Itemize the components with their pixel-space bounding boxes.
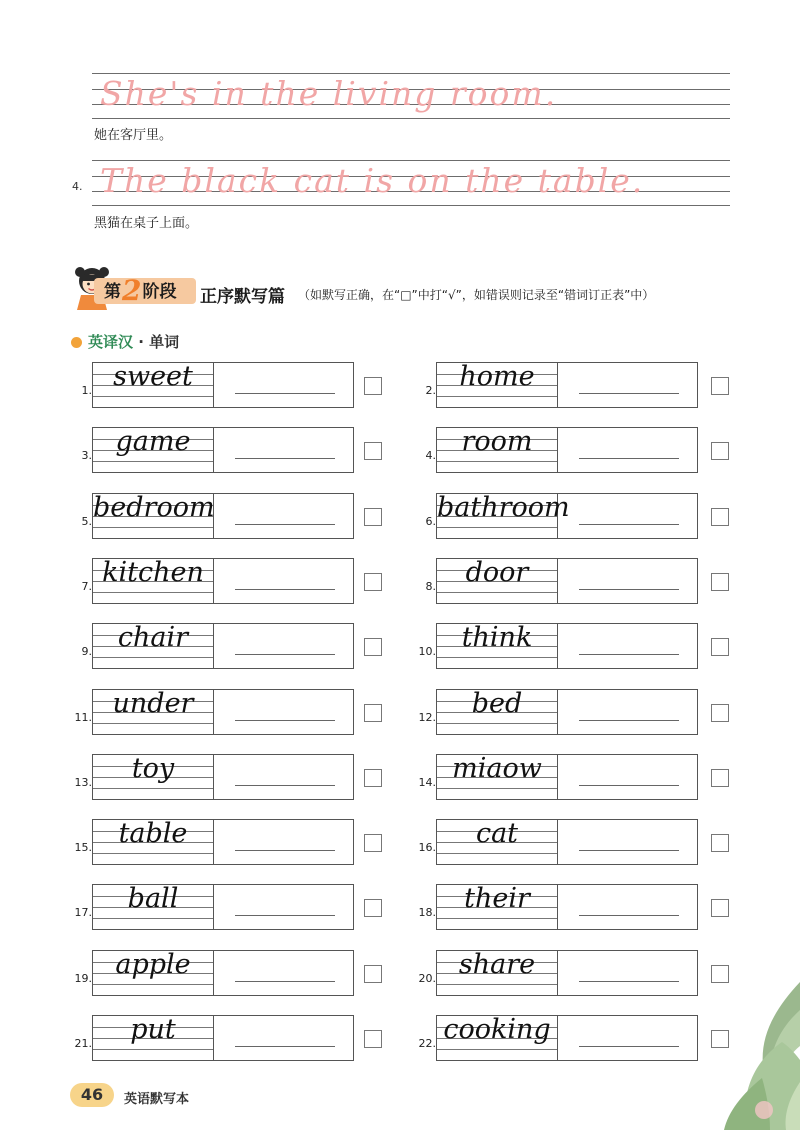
stage-number: 2 [122,274,142,307]
answer-blank[interactable] [579,1046,679,1047]
answer-blank[interactable] [579,393,679,394]
vocab-entry-box [92,493,354,539]
vocab-entry-box [92,362,354,408]
vocab-entry-box [92,819,354,865]
answer-blank[interactable] [579,785,679,786]
stage-prefix: 第 [104,282,121,302]
vocab-number: 19. [74,972,92,985]
check-box[interactable] [711,899,729,917]
answer-blank[interactable] [235,654,335,655]
book-title: 英语默写本 [124,1092,190,1107]
stage-suffix: 阶段 [142,282,177,302]
vocab-entry-box [436,623,698,669]
check-box[interactable] [711,508,729,526]
answer-blank[interactable] [235,850,335,851]
vocab-word: cooking [443,1014,551,1045]
answer-blank[interactable] [235,981,335,982]
section-highlight: 英译汉 [88,333,134,351]
vocab-number: 14. [418,776,436,789]
vocab-entry-box [436,362,698,408]
answer-blank[interactable] [235,524,335,525]
practice-sentence: The black cat is on the table. [100,161,645,200]
check-box[interactable] [364,377,382,395]
answer-blank[interactable] [579,915,679,916]
answer-blank[interactable] [235,915,335,916]
vocab-word: share [458,949,536,980]
vocab-word: table [118,818,188,849]
vocab-entry-box [92,623,354,669]
check-box[interactable] [711,573,729,591]
vocab-word: under [112,688,194,719]
check-box[interactable] [711,704,729,722]
vocab-word: apple [115,949,191,980]
practice-translation: 黑猫在桌子上面。 [94,216,199,231]
vocab-entry-box [92,689,354,735]
answer-blank[interactable] [235,1046,335,1047]
vocab-number: 22. [418,1037,436,1050]
vocab-entry-box [92,558,354,604]
vocab-number: 8. [425,580,436,593]
page-number: 46 [80,1085,104,1104]
section-bullet-icon [71,337,82,348]
check-box[interactable] [711,377,729,395]
vocab-word: bed [471,688,523,719]
section-rest: · 单词 [138,333,180,351]
practice-number: 4. [72,180,83,193]
vocab-word: miaow [452,753,542,784]
vocab-word: kitchen [102,557,204,588]
answer-blank[interactable] [235,393,335,394]
vocab-number: 16. [418,841,436,854]
practice-row-2 [92,160,730,206]
answer-blank[interactable] [579,654,679,655]
check-box[interactable] [364,442,382,460]
check-box[interactable] [711,442,729,460]
vocab-number: 3. [81,449,92,462]
vocab-word: bedroom [93,492,215,523]
vocab-word: sweet [113,361,193,392]
leaf-decoration-icon [702,982,800,1130]
vocab-number: 21. [74,1037,92,1050]
check-box[interactable] [364,508,382,526]
vocab-number: 18. [418,906,436,919]
answer-blank[interactable] [579,589,679,590]
vocab-entry-box [436,689,698,735]
vocab-number: 13. [74,776,92,789]
check-box[interactable] [364,1030,382,1048]
check-box[interactable] [364,834,382,852]
check-box[interactable] [364,704,382,722]
vocab-number: 17. [74,906,92,919]
check-box[interactable] [711,965,729,983]
answer-blank[interactable] [235,458,335,459]
answer-blank[interactable] [235,720,335,721]
vocab-entry-box [92,950,354,996]
vocab-entry-box [436,493,698,539]
vocab-number: 6. [425,515,436,528]
section-label [88,331,179,352]
vocab-word: toy [131,753,175,784]
vocab-number: 15. [74,841,92,854]
vocab-entry-box [436,558,698,604]
vocab-entry-box [436,819,698,865]
vocab-entry-box [436,1015,698,1061]
vocab-entry-box [92,427,354,473]
vocab-entry-box [92,884,354,930]
check-box[interactable] [364,899,382,917]
answer-blank[interactable] [235,785,335,786]
vocab-entry-box [92,754,354,800]
practice-translation: 她在客厅里。 [94,128,173,143]
check-box[interactable] [711,769,729,787]
vocab-word: room [461,426,533,457]
vocab-number: 20. [418,972,436,985]
answer-blank[interactable] [579,458,679,459]
answer-blank[interactable] [579,981,679,982]
vocab-number: 5. [81,515,92,528]
vocab-word: bathroom [437,492,570,523]
answer-blank[interactable] [235,589,335,590]
vocab-word: chair [117,622,189,653]
stage-title: 正序默写篇 [200,287,285,307]
vocab-word: game [115,426,191,457]
vocab-number: 4. [425,449,436,462]
check-box[interactable] [711,834,729,852]
check-box[interactable] [711,638,729,656]
vocab-number: 1. [81,384,92,397]
vocab-number: 11. [74,711,92,724]
vocab-entry-box [436,950,698,996]
answer-blank[interactable] [579,720,679,721]
vocab-entry-box [436,427,698,473]
vocab-number: 2. [425,384,436,397]
vocab-word: cat [475,818,519,849]
vocab-number: 10. [418,645,436,658]
practice-sentence: She's in the living room. [100,74,558,113]
vocab-word: door [465,557,529,588]
practice-row-1 [92,73,730,119]
vocab-word: home [459,361,535,392]
vocab-word: their [464,883,530,914]
stage-badge [72,264,198,308]
answer-blank[interactable] [579,524,679,525]
vocab-number: 9. [81,645,92,658]
check-box[interactable] [364,573,382,591]
vocab-number: 7. [81,580,92,593]
answer-blank[interactable] [579,850,679,851]
vocab-entry-box [436,884,698,930]
check-box[interactable] [364,638,382,656]
vocab-number: 12. [418,711,436,724]
vocab-word: ball [127,883,179,914]
vocab-entry-box [92,1015,354,1061]
stage-instructions: （如默写正确，在“□”中打“√”，如错误则记录至“错词订正表”中） [298,288,655,302]
vocab-entry-box [436,754,698,800]
vocab-word: put [130,1014,176,1045]
check-box[interactable] [364,965,382,983]
check-box[interactable] [364,769,382,787]
vocab-word: think [461,622,533,653]
